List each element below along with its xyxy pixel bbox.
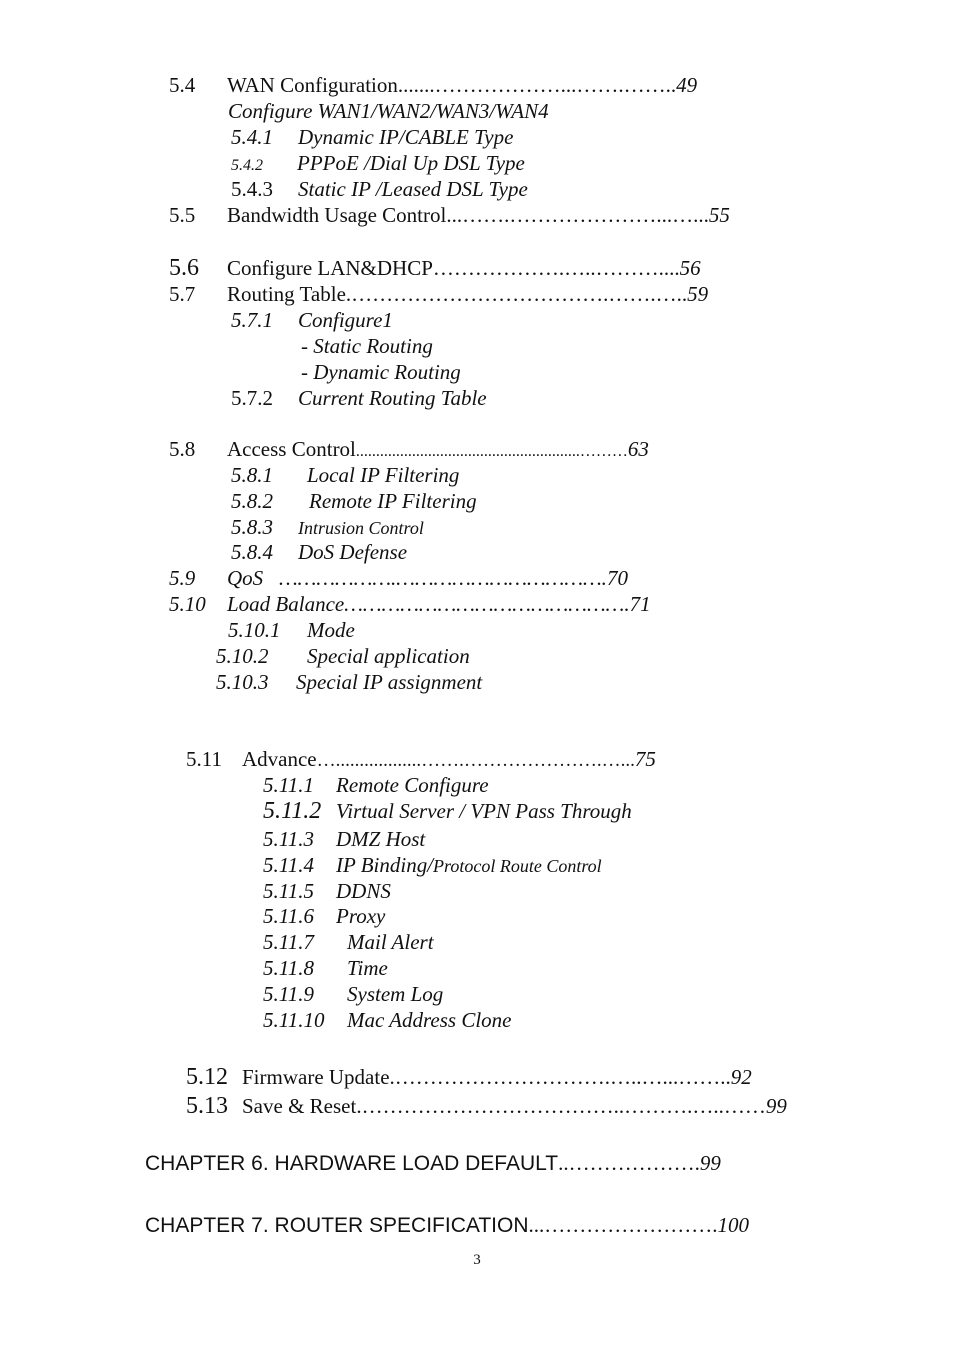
toc-number: 5.8.4 <box>231 540 273 564</box>
toc-entry-5-11 <box>186 746 656 774</box>
toc-entry-5-13 <box>186 1093 787 1119</box>
toc-number: 5.11 <box>186 747 222 771</box>
toc-title: Configure LAN&DHCP <box>227 256 433 280</box>
toc-leader: …..................…….………………….…... <box>316 750 635 771</box>
toc-entry-5-8-2 <box>231 488 477 514</box>
toc-number: 5.10.1 <box>228 618 281 642</box>
toc-leader: ………………………………………. <box>344 592 630 616</box>
toc-number: 5.11.10 <box>263 1008 325 1032</box>
toc-page: 56 <box>679 256 701 280</box>
toc-leader: ……………….……………………………. <box>279 566 607 590</box>
toc-chapter-7 <box>145 1212 749 1239</box>
toc-number: 5.11.9 <box>263 982 314 1006</box>
toc-title: System Log <box>347 982 444 1006</box>
page-number: 3 <box>473 1252 481 1268</box>
toc-entry-5-11-4 <box>263 852 602 879</box>
toc-entry-5-8-1 <box>231 462 459 488</box>
toc-page: 99 <box>699 1151 721 1175</box>
toc-page: 49 <box>676 73 698 97</box>
toc-entry-5-8-3 <box>231 514 424 541</box>
toc-entry-configure-wan <box>228 98 549 124</box>
toc-number: 5.7 <box>169 282 196 306</box>
toc-title: Special IP assignment <box>296 670 483 694</box>
toc-number: 5.13 <box>186 1093 228 1119</box>
toc-number: 5.10.3 <box>216 670 269 694</box>
toc-leader: ..………………. <box>558 1151 700 1175</box>
toc-title: Save & Reset <box>242 1094 357 1118</box>
toc-title: DMZ Host <box>336 827 426 851</box>
toc-entry-5-10-1 <box>228 617 355 643</box>
toc-title: PPPoE /Dial Up DSL Type <box>297 151 525 175</box>
toc-leader: ...…….…………………...…... <box>446 203 709 227</box>
toc-title: DoS Defense <box>298 540 408 564</box>
toc-number: 5.7.1 <box>231 308 273 332</box>
toc-entry-5-4 <box>169 72 697 98</box>
toc-entry-5-11-8 <box>263 955 388 981</box>
toc-number: 5.11.5 <box>263 879 314 903</box>
toc-page: 63 <box>627 437 649 461</box>
toc-page: 99 <box>765 1094 787 1118</box>
toc-chapter-6 <box>145 1150 721 1177</box>
toc-title: Virtual Server / VPN Pass Through <box>336 799 632 823</box>
toc-page: 55 <box>708 203 730 227</box>
toc-page: 75 <box>634 747 656 771</box>
toc-page: 100 <box>717 1213 749 1237</box>
toc-number: 5.11.4 <box>263 853 314 877</box>
toc-number: 5.8.1 <box>231 463 273 487</box>
toc-number: 5.11.7 <box>263 930 314 954</box>
toc-leader: ...……………………. <box>528 1213 718 1237</box>
toc-entry-5-11-10 <box>263 1007 511 1033</box>
toc-page: 70 <box>606 566 628 590</box>
toc-entry-5-11-1 <box>263 772 489 798</box>
toc-number: 5.11.2 <box>263 798 322 824</box>
toc-entry-5-11-9 <box>263 981 443 1007</box>
toc-title: DDNS <box>336 879 391 903</box>
toc-title: Mode <box>307 618 355 642</box>
toc-title-suffix: Protocol Route Control <box>433 856 602 876</box>
toc-title: Current Routing Table <box>298 386 487 410</box>
toc-title: Advance <box>242 747 317 771</box>
toc-number: 5.4.2 <box>231 157 263 174</box>
toc-number: 5.4.3 <box>231 177 273 201</box>
toc-title: Bandwidth Usage Control <box>227 203 447 227</box>
toc-title: Firmware Update <box>242 1065 390 1089</box>
toc-title: WAN Configuration <box>227 73 398 97</box>
toc-title: Configure WAN1/WAN2/WAN3/WAN4 <box>228 99 549 123</box>
toc-title: Access Control <box>227 437 356 461</box>
toc-entry-5-10 <box>169 591 651 617</box>
toc-number: 5.8.3 <box>231 515 273 539</box>
toc-title: Remote IP Filtering <box>309 489 477 513</box>
toc-entry-5-5 <box>169 202 730 228</box>
toc-title: Time <box>347 956 388 980</box>
toc-title: IP Binding/ <box>336 853 434 877</box>
toc-entry-5-7-2 <box>231 385 487 411</box>
toc-title: Configure1 <box>298 308 393 332</box>
toc-entry-5-6 <box>169 255 701 281</box>
toc-leader: ........................................................……… <box>355 443 628 460</box>
toc-entry-5-4-1 <box>231 124 513 150</box>
toc-entry-dynamic-routing <box>301 359 461 385</box>
toc-leader: ……………….…..……….... <box>432 256 680 280</box>
toc-title: Mail Alert <box>347 930 434 954</box>
chapter-title: CHAPTER 6. HARDWARE LOAD DEFAULT <box>145 1152 559 1175</box>
toc-entry-5-11-5 <box>263 878 391 904</box>
chapter-title: CHAPTER 7. ROUTER SPECIFICATION <box>145 1214 529 1237</box>
toc-number: 5.5 <box>169 203 196 227</box>
toc-number: 5.10.2 <box>216 644 269 668</box>
toc-entry-static-routing <box>301 333 433 359</box>
toc-entry-5-4-3 <box>231 176 528 202</box>
toc-leader: .……………………………….…….….. <box>345 282 688 306</box>
toc-entry-5-8-4 <box>231 539 407 565</box>
toc-title: - Static Routing <box>301 334 433 358</box>
toc-title: - Dynamic Routing <box>301 360 461 384</box>
toc-entry-5-10-3 <box>216 669 482 695</box>
toc-title: QoS <box>227 566 264 590</box>
toc-title: Load Balance <box>227 592 345 616</box>
toc-title: Intrusion Control <box>298 518 424 538</box>
toc-title: Mac Address Clone <box>347 1008 512 1032</box>
toc-entry-5-10-2 <box>216 643 470 669</box>
toc-number: 5.10 <box>169 592 206 616</box>
toc-number: 5.11.6 <box>263 904 314 928</box>
toc-entry-5-7 <box>169 281 708 307</box>
toc-entry-5-11-2 <box>263 798 632 824</box>
toc-entry-5-7-1 <box>231 307 393 333</box>
toc-title: Static IP /Leased DSL Type <box>298 177 528 201</box>
toc-number: 5.4 <box>169 73 196 97</box>
toc-entry-5-12 <box>186 1064 752 1090</box>
toc-page: 92 <box>730 1065 752 1089</box>
toc-title: Local IP Filtering <box>307 463 460 487</box>
toc-title: Remote Configure <box>336 773 489 797</box>
toc-number: 5.8.2 <box>231 489 273 513</box>
toc-entry-5-11-3 <box>263 826 425 852</box>
toc-title: Routing Table <box>227 282 346 306</box>
toc-number: 5.4.1 <box>231 125 273 149</box>
toc-number: 5.9 <box>169 566 196 590</box>
toc-leader: .......………………...…….…….. <box>397 73 677 97</box>
toc-number: 5.6 <box>169 255 199 281</box>
toc-title: Special application <box>307 644 470 668</box>
toc-title: Dynamic IP/CABLE Type <box>298 125 514 149</box>
toc-leader: .………………………….…..…...…….. <box>389 1065 731 1089</box>
toc-number: 5.8 <box>169 437 196 461</box>
toc-page: 71 <box>629 592 651 616</box>
toc-number: 5.11.3 <box>263 827 314 851</box>
toc-leader: .………………………………..……….…..…… <box>356 1094 766 1118</box>
toc-entry-5-4-2 <box>231 150 525 179</box>
toc-entry-5-11-6 <box>263 903 385 929</box>
toc-number: 5.11.1 <box>263 773 314 797</box>
toc-title: Proxy <box>336 904 386 928</box>
toc-entry-5-8 <box>169 436 649 465</box>
toc-page: 59 <box>687 282 709 306</box>
toc-number: 5.11.8 <box>263 956 314 980</box>
toc-number: 5.7.2 <box>231 386 273 410</box>
toc-entry-5-11-7 <box>263 929 434 955</box>
toc-number: 5.12 <box>186 1064 228 1090</box>
toc-entry-5-9 <box>169 565 628 591</box>
